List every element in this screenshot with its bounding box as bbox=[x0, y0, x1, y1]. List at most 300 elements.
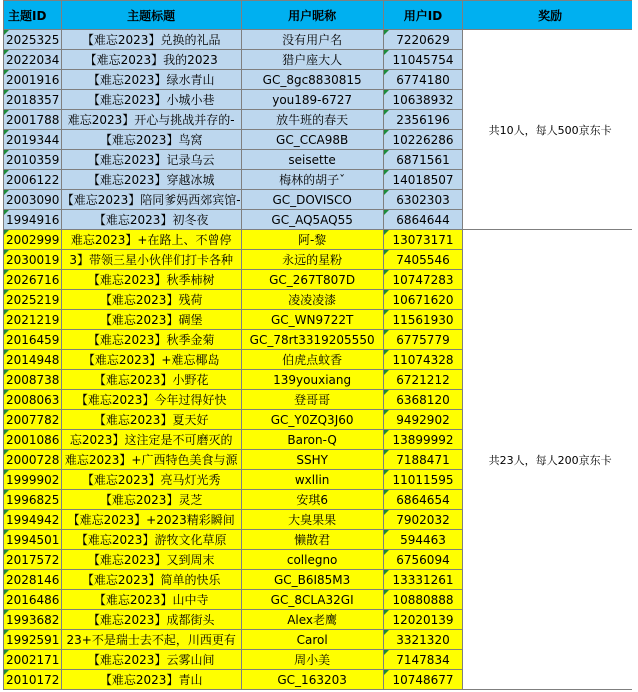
topic-id-cell[interactable] bbox=[4, 150, 62, 170]
number-as-text-indicator-icon bbox=[4, 490, 9, 495]
cell-text: 2008738 bbox=[6, 372, 60, 387]
topic-title-cell[interactable] bbox=[61, 310, 241, 330]
topic-id-cell[interactable] bbox=[4, 650, 62, 670]
number-as-text-indicator-icon bbox=[384, 150, 389, 155]
nickname-cell[interactable] bbox=[241, 670, 383, 690]
number-as-text-indicator-icon bbox=[4, 530, 9, 535]
topic-title-cell[interactable] bbox=[61, 670, 241, 690]
cell-text: 594463 bbox=[400, 532, 446, 547]
number-as-text-indicator-icon bbox=[4, 390, 9, 395]
topic-title-cell[interactable] bbox=[61, 590, 241, 610]
user-id-cell[interactable] bbox=[383, 470, 463, 490]
topic-title-cell[interactable] bbox=[61, 570, 241, 590]
cell-text: 难忘2023】开心与挑战并存的- bbox=[67, 113, 235, 127]
number-as-text-indicator-icon bbox=[4, 70, 9, 75]
header-row bbox=[4, 1, 638, 30]
cell-text: 猎户座大人 bbox=[282, 53, 343, 67]
cell-text: 大臭果果 bbox=[288, 513, 337, 527]
cell-text: wxllin bbox=[294, 472, 330, 487]
cell-text: 13073171 bbox=[392, 232, 454, 247]
cell-text: 6756094 bbox=[396, 552, 450, 567]
user-id-cell[interactable] bbox=[383, 350, 463, 370]
number-as-text-indicator-icon bbox=[384, 490, 389, 495]
number-as-text-indicator-icon bbox=[384, 270, 389, 275]
topic-id-cell[interactable] bbox=[4, 670, 62, 690]
user-id-cell[interactable] bbox=[383, 290, 463, 310]
nickname-cell[interactable] bbox=[241, 430, 383, 450]
topic-title-cell[interactable] bbox=[61, 150, 241, 170]
nickname-cell[interactable] bbox=[241, 570, 383, 590]
nickname-cell[interactable] bbox=[241, 550, 383, 570]
cell-text: 2025219 bbox=[6, 292, 60, 307]
cell-text: 忘2023】这注定是不可磨灭的 bbox=[69, 433, 233, 447]
topic-title-cell[interactable] bbox=[61, 170, 241, 190]
user-id-cell[interactable] bbox=[383, 210, 463, 230]
topic-id-cell[interactable] bbox=[4, 170, 62, 190]
nickname-cell[interactable] bbox=[241, 130, 383, 150]
header-reward[interactable]: 奖励 bbox=[463, 1, 638, 30]
reward-cell[interactable]: 共10人，每人500京东卡 bbox=[463, 30, 638, 230]
topic-title-cell[interactable] bbox=[61, 250, 241, 270]
topic-id-cell[interactable] bbox=[4, 490, 62, 510]
number-as-text-indicator-icon bbox=[4, 270, 9, 275]
topic-id-cell[interactable] bbox=[4, 450, 62, 470]
cell-text: 没有用户名 bbox=[282, 33, 343, 47]
cell-text: 1994916 bbox=[6, 212, 60, 227]
user-id-cell[interactable] bbox=[383, 370, 463, 390]
user-id-cell[interactable] bbox=[383, 190, 463, 210]
cell-text: 【难忘2023】残荷 bbox=[99, 293, 203, 307]
user-id-cell[interactable] bbox=[383, 250, 463, 270]
cell-text: 【难忘2023】游牧文化草原 bbox=[75, 533, 227, 547]
number-as-text-indicator-icon bbox=[384, 50, 389, 55]
user-id-cell[interactable] bbox=[383, 230, 463, 250]
cell-text: GC_B6I85M3 bbox=[273, 572, 351, 587]
topic-id-cell[interactable] bbox=[4, 370, 62, 390]
number-as-text-indicator-icon bbox=[384, 250, 389, 255]
cell-text: 3】带领三星小伙伴们打卡各种 bbox=[69, 253, 233, 267]
topic-id-cell[interactable] bbox=[4, 70, 62, 90]
user-id-cell[interactable] bbox=[383, 30, 463, 50]
cell-text: 6774180 bbox=[396, 72, 450, 87]
nickname-cell[interactable] bbox=[241, 350, 383, 370]
cell-text: 【难忘2023】+难忘椰岛 bbox=[82, 353, 220, 367]
topic-title-cell[interactable] bbox=[61, 70, 241, 90]
header-nickname[interactable]: 用户昵称 bbox=[241, 1, 383, 30]
number-as-text-indicator-icon bbox=[384, 670, 389, 675]
cell-text: GC_78rt3319205550 bbox=[249, 332, 375, 347]
topic-title-cell[interactable] bbox=[61, 610, 241, 630]
topic-title-cell[interactable] bbox=[61, 370, 241, 390]
number-as-text-indicator-icon bbox=[4, 130, 9, 135]
nickname-cell[interactable] bbox=[241, 70, 383, 90]
number-as-text-indicator-icon bbox=[4, 410, 9, 415]
topic-id-cell[interactable] bbox=[4, 270, 62, 290]
user-id-cell[interactable] bbox=[383, 450, 463, 470]
user-id-cell[interactable] bbox=[383, 270, 463, 290]
topic-title-cell[interactable] bbox=[61, 230, 241, 250]
nickname-cell[interactable] bbox=[241, 90, 383, 110]
cell-text: 7188471 bbox=[396, 452, 450, 467]
cell-text: 6871561 bbox=[396, 152, 450, 167]
cell-text: GC_DOVISCO bbox=[272, 192, 352, 207]
cell-text: GC_Y0ZQ3J60 bbox=[270, 412, 354, 427]
topic-title-cell[interactable] bbox=[61, 450, 241, 470]
cell-text: 【难忘2023】亮马灯光秀 bbox=[81, 473, 221, 487]
cell-text: 2006122 bbox=[6, 172, 60, 187]
cell-text: 懒散君 bbox=[294, 533, 331, 547]
nickname-cell[interactable] bbox=[241, 590, 383, 610]
cell-text: 6775779 bbox=[396, 332, 450, 347]
cell-text: 2008063 bbox=[6, 392, 60, 407]
cell-text: 2356196 bbox=[396, 112, 450, 127]
cell-text: seisette bbox=[288, 152, 336, 167]
cell-text: 【难忘2023】小野花 bbox=[93, 373, 209, 387]
nickname-cell[interactable] bbox=[241, 530, 383, 550]
number-as-text-indicator-icon bbox=[384, 290, 389, 295]
cell-text: 2016459 bbox=[6, 332, 60, 347]
topic-title-cell[interactable] bbox=[61, 270, 241, 290]
cell-text: 安琪6 bbox=[296, 493, 328, 507]
cell-text: 1992591 bbox=[6, 632, 60, 647]
user-id-cell[interactable] bbox=[383, 70, 463, 90]
cell-text: SSHY bbox=[296, 452, 328, 467]
topic-id-cell[interactable] bbox=[4, 230, 62, 250]
topic-title-cell[interactable] bbox=[61, 110, 241, 130]
cell-text: 2030019 bbox=[6, 252, 60, 267]
topic-id-cell[interactable] bbox=[4, 610, 62, 630]
reward-cell[interactable]: 共23人，每人200京东卡 bbox=[463, 230, 638, 690]
header-topic-title[interactable]: 主题标题 bbox=[61, 1, 241, 30]
topic-id-cell[interactable] bbox=[4, 410, 62, 430]
cell-text: GC_163203 bbox=[277, 672, 347, 687]
cell-text: 2025325 bbox=[6, 32, 60, 47]
user-id-cell[interactable] bbox=[383, 150, 463, 170]
cell-text: 2010359 bbox=[6, 152, 60, 167]
cell-text: 1994942 bbox=[6, 512, 60, 527]
nickname-cell[interactable] bbox=[241, 510, 383, 530]
topic-id-cell[interactable] bbox=[4, 290, 62, 310]
topic-title-cell[interactable] bbox=[61, 470, 241, 490]
cell-text: GC_267T807D bbox=[269, 272, 356, 287]
number-as-text-indicator-icon bbox=[4, 590, 9, 595]
cell-text: 【难忘2023】又到周末 bbox=[87, 553, 215, 567]
topic-title-cell[interactable] bbox=[61, 30, 241, 50]
user-id-cell[interactable] bbox=[383, 390, 463, 410]
topic-title-cell[interactable] bbox=[61, 410, 241, 430]
user-id-cell[interactable] bbox=[383, 530, 463, 550]
nickname-cell[interactable] bbox=[241, 50, 383, 70]
cell-text: 【难忘2023】今年过得好快 bbox=[75, 393, 227, 407]
user-id-cell[interactable] bbox=[383, 50, 463, 70]
cell-text: 【难忘2023】穿越冰城 bbox=[87, 173, 215, 187]
cell-text: 【难忘2023】兑换的礼品 bbox=[81, 33, 221, 47]
number-as-text-indicator-icon bbox=[384, 450, 389, 455]
header-topic-id[interactable]: 主题ID bbox=[4, 1, 62, 30]
cell-text: 2014948 bbox=[6, 352, 60, 367]
number-as-text-indicator-icon bbox=[384, 590, 389, 595]
cell-text: 凌凌凌漆 bbox=[288, 293, 337, 307]
table-row bbox=[4, 30, 638, 50]
user-id-cell[interactable] bbox=[383, 550, 463, 570]
cell-text: 10748677 bbox=[392, 672, 454, 687]
cell-text: 2021219 bbox=[6, 312, 60, 327]
nickname-cell[interactable] bbox=[241, 490, 383, 510]
number-as-text-indicator-icon bbox=[4, 670, 9, 675]
cell-text: 2002171 bbox=[6, 652, 60, 667]
cell-text: 23+不是瑞士去不起，川西更有 bbox=[66, 633, 236, 647]
nickname-cell[interactable] bbox=[241, 330, 383, 350]
topic-id-cell[interactable] bbox=[4, 630, 62, 650]
user-id-cell[interactable] bbox=[383, 650, 463, 670]
cell-text: 1996825 bbox=[6, 492, 60, 507]
topic-id-cell[interactable] bbox=[4, 50, 62, 70]
number-as-text-indicator-icon bbox=[384, 570, 389, 575]
topic-id-cell[interactable] bbox=[4, 530, 62, 550]
cell-text: 7902032 bbox=[396, 512, 450, 527]
cell-text: 2001788 bbox=[6, 112, 60, 127]
nickname-cell[interactable] bbox=[241, 450, 383, 470]
topic-title-cell[interactable] bbox=[61, 210, 241, 230]
nickname-cell[interactable] bbox=[241, 110, 383, 130]
topic-id-cell[interactable] bbox=[4, 310, 62, 330]
cell-text: 6721212 bbox=[396, 372, 450, 387]
user-id-cell[interactable] bbox=[383, 570, 463, 590]
nickname-cell[interactable] bbox=[241, 150, 383, 170]
sheet-edge bbox=[632, 0, 638, 692]
cell-text: GC_WN9722T bbox=[270, 312, 354, 327]
user-id-cell[interactable] bbox=[383, 610, 463, 630]
topic-id-cell[interactable] bbox=[4, 510, 62, 530]
number-as-text-indicator-icon bbox=[4, 470, 9, 475]
topic-title-cell[interactable] bbox=[61, 550, 241, 570]
topic-id-cell[interactable] bbox=[4, 590, 62, 610]
cell-text: 6368120 bbox=[396, 392, 450, 407]
topic-title-cell[interactable] bbox=[61, 430, 241, 450]
number-as-text-indicator-icon bbox=[4, 650, 9, 655]
user-id-cell[interactable] bbox=[383, 510, 463, 530]
user-id-cell[interactable] bbox=[383, 490, 463, 510]
cell-text: 3321320 bbox=[396, 632, 450, 647]
nickname-cell[interactable] bbox=[241, 250, 383, 270]
cell-text: 难忘2023】+在路上、不曾停 bbox=[70, 233, 232, 247]
cell-text: collegno bbox=[286, 552, 338, 567]
cell-text: 【难忘2023】简单的快乐 bbox=[81, 573, 221, 587]
cell-text: GC_8CLA32GI bbox=[270, 592, 354, 607]
user-id-cell[interactable] bbox=[383, 310, 463, 330]
cell-text: 7220629 bbox=[396, 32, 450, 47]
number-as-text-indicator-icon bbox=[384, 190, 389, 195]
topic-title-cell[interactable] bbox=[61, 390, 241, 410]
cell-text: Alex老鹰 bbox=[287, 613, 338, 627]
cell-text: 永远的星粉 bbox=[282, 253, 343, 267]
user-id-cell[interactable] bbox=[383, 130, 463, 150]
cell-text: 【难忘2023】绿水青山 bbox=[87, 73, 215, 87]
cell-text: 12020139 bbox=[392, 612, 454, 627]
cell-text: 【难忘2023】+2023精彩瞬间 bbox=[67, 513, 235, 527]
topic-title-cell[interactable] bbox=[61, 90, 241, 110]
topic-title-cell[interactable] bbox=[61, 630, 241, 650]
number-as-text-indicator-icon bbox=[384, 610, 389, 615]
topic-title-cell[interactable] bbox=[61, 490, 241, 510]
topic-id-cell[interactable] bbox=[4, 430, 62, 450]
number-as-text-indicator-icon bbox=[384, 210, 389, 215]
number-as-text-indicator-icon bbox=[384, 330, 389, 335]
topic-title-cell[interactable] bbox=[61, 650, 241, 670]
topic-id-cell[interactable] bbox=[4, 390, 62, 410]
nickname-cell[interactable] bbox=[241, 210, 383, 230]
nickname-cell[interactable] bbox=[241, 170, 383, 190]
nickname-cell[interactable] bbox=[241, 390, 383, 410]
cell-text: 6864654 bbox=[396, 492, 450, 507]
cell-text: Carol bbox=[296, 632, 328, 647]
cell-text: 14018507 bbox=[392, 172, 454, 187]
number-as-text-indicator-icon bbox=[4, 610, 9, 615]
cell-text: 【难忘2023】夏天好 bbox=[93, 413, 209, 427]
number-as-text-indicator-icon bbox=[384, 470, 389, 475]
nickname-cell[interactable] bbox=[241, 230, 383, 250]
cell-text: 【难忘2023】秋季柿树 bbox=[87, 273, 215, 287]
cell-text: 7147834 bbox=[396, 652, 450, 667]
topic-id-cell[interactable] bbox=[4, 90, 62, 110]
cell-text: 【难忘2023】我的2023 bbox=[84, 53, 218, 67]
cell-text: 11561930 bbox=[392, 312, 454, 327]
number-as-text-indicator-icon bbox=[4, 90, 9, 95]
topic-id-cell[interactable] bbox=[4, 350, 62, 370]
topic-id-cell[interactable] bbox=[4, 190, 62, 210]
number-as-text-indicator-icon bbox=[4, 170, 9, 175]
cell-text: 2018357 bbox=[6, 92, 60, 107]
cell-text: 13899992 bbox=[392, 432, 454, 447]
topic-id-cell[interactable] bbox=[4, 470, 62, 490]
topic-title-cell[interactable] bbox=[61, 510, 241, 530]
number-as-text-indicator-icon bbox=[384, 650, 389, 655]
number-as-text-indicator-icon bbox=[384, 110, 389, 115]
topic-title-cell[interactable] bbox=[61, 50, 241, 70]
user-id-cell[interactable] bbox=[383, 90, 463, 110]
cell-text: 【难忘2023】陪同爹妈西郊宾馆- bbox=[61, 193, 241, 207]
user-id-cell[interactable] bbox=[383, 430, 463, 450]
cell-text: 1993682 bbox=[6, 612, 60, 627]
user-id-cell[interactable] bbox=[383, 670, 463, 690]
topic-id-cell[interactable] bbox=[4, 250, 62, 270]
user-id-cell[interactable] bbox=[383, 330, 463, 350]
cell-text: 2026716 bbox=[6, 272, 60, 287]
topic-title-cell[interactable] bbox=[61, 530, 241, 550]
table-row bbox=[4, 230, 638, 250]
cell-text: Baron-Q bbox=[287, 432, 337, 447]
number-as-text-indicator-icon bbox=[4, 570, 9, 575]
topic-id-cell[interactable] bbox=[4, 110, 62, 130]
topic-id-cell[interactable] bbox=[4, 550, 62, 570]
cell-text: 【难忘2023】碉堡 bbox=[99, 313, 203, 327]
user-id-cell[interactable] bbox=[383, 590, 463, 610]
nickname-cell[interactable] bbox=[241, 370, 383, 390]
cell-text: 【难忘2023】初冬夜 bbox=[93, 213, 209, 227]
nickname-cell[interactable] bbox=[241, 310, 383, 330]
number-as-text-indicator-icon bbox=[384, 550, 389, 555]
cell-text: 【难忘2023】鸟窝 bbox=[99, 133, 203, 147]
nickname-cell[interactable] bbox=[241, 410, 383, 430]
topic-id-cell[interactable] bbox=[4, 330, 62, 350]
user-id-cell[interactable] bbox=[383, 630, 463, 650]
cell-text: 放牛班的春天 bbox=[276, 113, 349, 127]
cell-text: GC_AQ5AQ55 bbox=[271, 212, 353, 227]
number-as-text-indicator-icon bbox=[384, 350, 389, 355]
nickname-cell[interactable] bbox=[241, 630, 383, 650]
cell-text: 梅林的胡子ˇ bbox=[279, 173, 346, 187]
cell-text: 2007782 bbox=[6, 412, 60, 427]
number-as-text-indicator-icon bbox=[4, 310, 9, 315]
nickname-cell[interactable] bbox=[241, 610, 383, 630]
cell-text: 2028146 bbox=[6, 572, 60, 587]
cell-text: 周小美 bbox=[294, 653, 331, 667]
cell-text: 2001086 bbox=[6, 432, 60, 447]
cell-text: 2019344 bbox=[6, 132, 60, 147]
number-as-text-indicator-icon bbox=[384, 310, 389, 315]
nickname-cell[interactable] bbox=[241, 650, 383, 670]
number-as-text-indicator-icon bbox=[384, 130, 389, 135]
cell-text: 【难忘2023】小城小巷 bbox=[87, 93, 215, 107]
nickname-cell[interactable] bbox=[241, 190, 383, 210]
topic-title-cell[interactable] bbox=[61, 130, 241, 150]
header-user-id[interactable]: 用户ID bbox=[383, 1, 463, 30]
topic-id-cell[interactable] bbox=[4, 210, 62, 230]
number-as-text-indicator-icon bbox=[4, 150, 9, 155]
number-as-text-indicator-icon bbox=[384, 390, 389, 395]
cell-text: 伯虎点蚊香 bbox=[282, 353, 343, 367]
nickname-cell[interactable] bbox=[241, 290, 383, 310]
topic-id-cell[interactable] bbox=[4, 570, 62, 590]
topic-title-cell[interactable] bbox=[61, 290, 241, 310]
topic-title-cell[interactable] bbox=[61, 350, 241, 370]
cell-text: 6864644 bbox=[396, 212, 450, 227]
reward-table bbox=[3, 0, 638, 690]
number-as-text-indicator-icon bbox=[4, 550, 9, 555]
cell-text: 1994501 bbox=[6, 532, 60, 547]
number-as-text-indicator-icon bbox=[4, 370, 9, 375]
nickname-cell[interactable] bbox=[241, 30, 383, 50]
topic-id-cell[interactable] bbox=[4, 30, 62, 50]
number-as-text-indicator-icon bbox=[4, 510, 9, 515]
cell-text: 10747283 bbox=[392, 272, 454, 287]
cell-text: 【难忘2023】云雾山间 bbox=[87, 653, 215, 667]
cell-text: 2001916 bbox=[6, 72, 60, 87]
cell-text: 难忘2023】+广西特色美食与源 bbox=[64, 453, 238, 467]
cell-text: 13331261 bbox=[392, 572, 454, 587]
cell-text: 9492902 bbox=[396, 412, 450, 427]
topic-id-cell[interactable] bbox=[4, 130, 62, 150]
topic-title-cell[interactable] bbox=[61, 190, 241, 210]
user-id-cell[interactable] bbox=[383, 410, 463, 430]
user-id-cell[interactable] bbox=[383, 170, 463, 190]
cell-text: GC_CCA98B bbox=[276, 132, 349, 147]
cell-text: 10880888 bbox=[392, 592, 454, 607]
number-as-text-indicator-icon bbox=[4, 50, 9, 55]
number-as-text-indicator-icon bbox=[4, 210, 9, 215]
cell-text: 2016486 bbox=[6, 592, 60, 607]
cell-text: 6302303 bbox=[396, 192, 450, 207]
nickname-cell[interactable] bbox=[241, 270, 383, 290]
number-as-text-indicator-icon bbox=[384, 510, 389, 515]
cell-text: 11045754 bbox=[392, 52, 454, 67]
cell-text: 10226286 bbox=[392, 132, 454, 147]
user-id-cell[interactable] bbox=[383, 110, 463, 130]
nickname-cell[interactable] bbox=[241, 470, 383, 490]
topic-title-cell[interactable] bbox=[61, 330, 241, 350]
cell-text: 【难忘2023】山中寺 bbox=[93, 593, 209, 607]
number-as-text-indicator-icon bbox=[4, 290, 9, 295]
